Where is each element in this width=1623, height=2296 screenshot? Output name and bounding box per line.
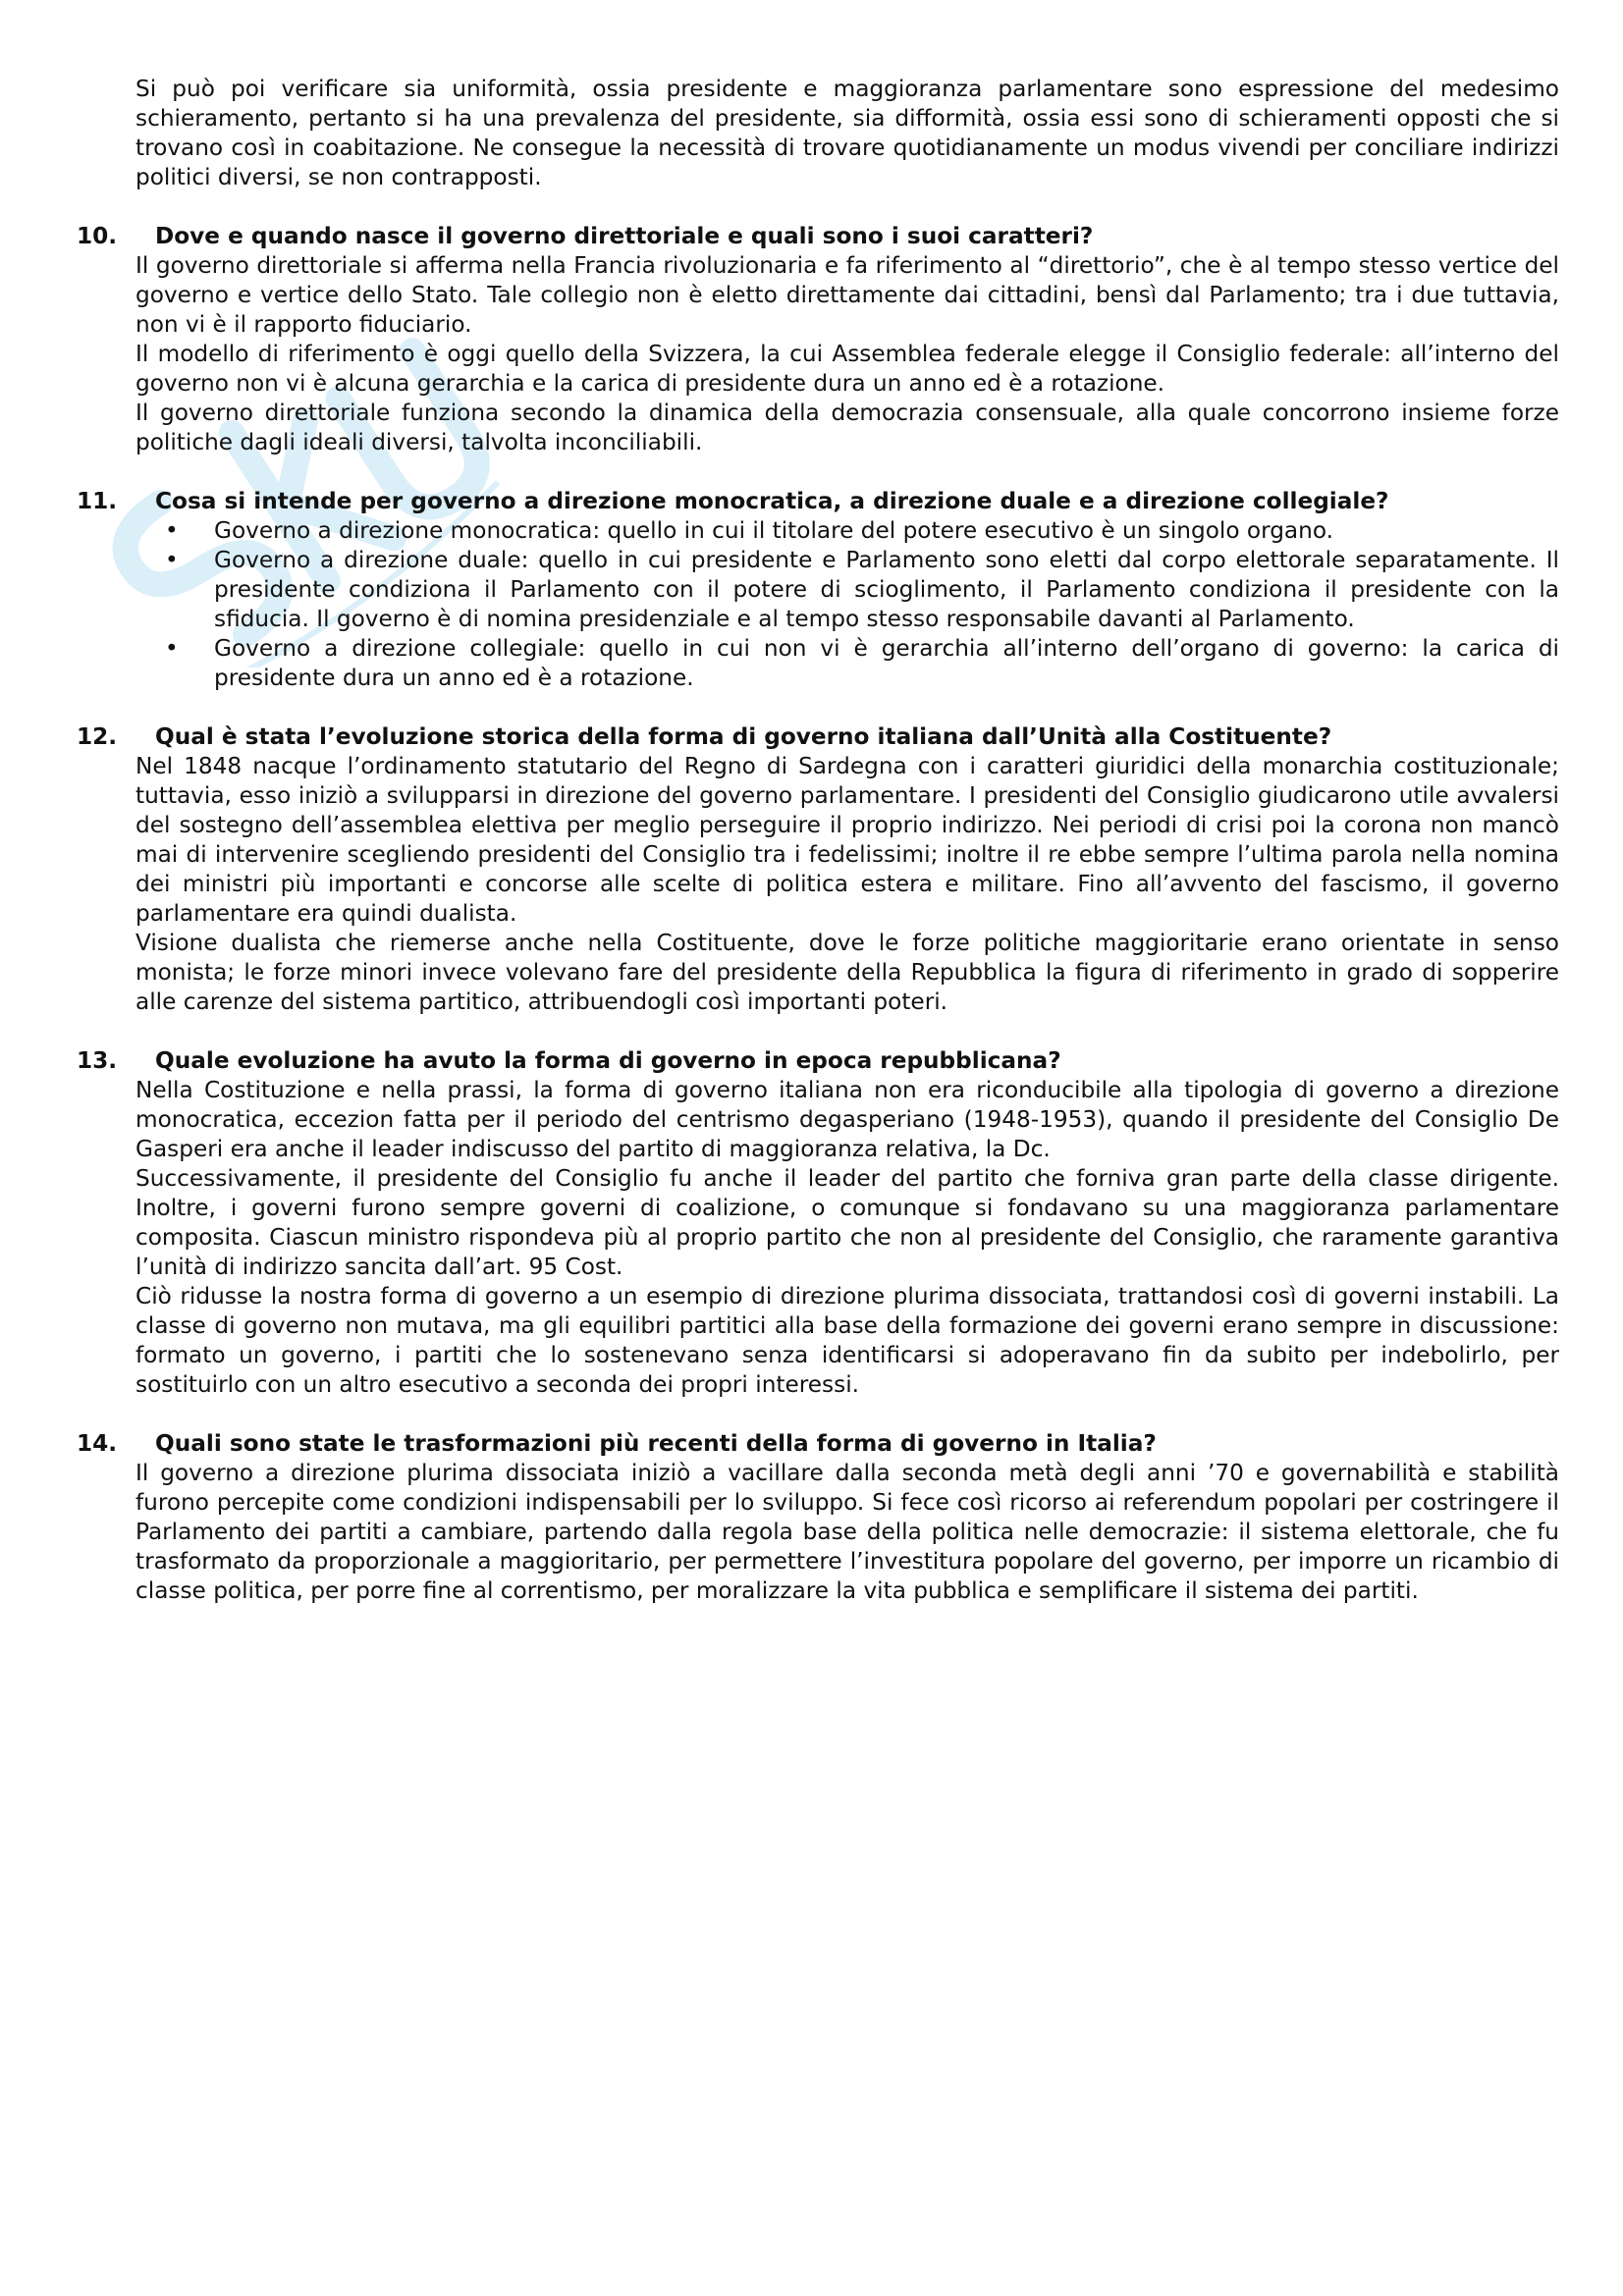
question-heading: [77, 1046, 1559, 1076]
question-text: Qual è stata l’evoluzione storica della forma di governo italiana dall’Unità alla Costituente?: [155, 723, 1332, 750]
section-12: [77, 722, 1559, 1017]
question-heading: [77, 487, 1559, 516]
question-heading: [77, 722, 1559, 752]
answer-paragraph: Il governo a direzione plurima dissociata iniziò a vacillare dalla seconda metà degli anni ’70 e governabilità e stabilità furono percepite come condizioni indispensabili per lo sviluppo. Si fece così ricorso ai referendum popolari per costringere il Parlamento dei partiti a cambiare, partendo dalla regola base della politica nelle democrazie: il sistema elettorale, che fu trasformato da proporzionale a maggioritario, per permettere l’investitura popolare del governo, per imporre un ricambio di classe politica, per porre fine al correntismo, per moralizzare la vita pubblica e semplificare il sistema dei partiti.: [135, 1460, 1559, 1604]
answer-paragraph: Il modello di riferimento è oggi quello della Svizzera, la cui Assemblea federale elegge il Consiglio federale: all’interno del governo non vi è alcuna gerarchia e la carica di presidente dura un anno ed è a rotazione.: [135, 341, 1559, 397]
bullet-list: [77, 516, 1559, 693]
list-item: [165, 634, 1559, 693]
answer-paragraph: Nel 1848 nacque l’ordinamento statutario del Regno di Sardegna con i caratteri giuridici della monarchia costituzionale; tuttavia, esso iniziò a svilupparsi in direzione del governo parlamentare. I presidenti del Consiglio giudicarono utile avvalersi del sostegno dell’assemblea elettiva per meglio perseguire il proprio indirizzo. Nei periodi di crisi poi la corona non mancò mai di intervenire scegliendo presidenti del Consiglio tra i fedelissimi; inoltre il re ebbe sempre l’ultima parola nella nomina dei ministri più importanti e concorse alle scelte di politica estera e militare. Fino all’avvento del fascismo, il governo parlamentare era quindi dualista.: [135, 753, 1559, 927]
question-number: 13.: [77, 1047, 118, 1074]
question-heading: [77, 1429, 1559, 1459]
section-11: [77, 487, 1559, 693]
list-item: [165, 546, 1559, 634]
document-page: [77, 75, 1559, 1606]
section-10: [77, 222, 1559, 457]
bullet-icon: •: [165, 517, 179, 544]
question-text: Cosa si intende per governo a direzione monocratica, a direzione duale e a direzione collegiale?: [155, 488, 1389, 514]
question-text: Quale evoluzione ha avuto la forma di governo in epoca repubblicana?: [155, 1047, 1061, 1074]
section-13: [77, 1046, 1559, 1400]
answer-paragraph: Il governo direttoriale si afferma nella Francia rivoluzionaria e fa riferimento al “direttorio”, che è al tempo stesso vertice del governo e vertice dello Stato. Tale collegio non è eletto direttamente dai cittadini, bensì dal Parlamento; tra i due tuttavia, non vi è il rapporto fiduciario.: [135, 252, 1559, 338]
question-number: 12.: [77, 723, 118, 750]
intro-section: [77, 75, 1559, 192]
question-number: 11.: [77, 488, 118, 514]
answer-paragraph: Nella Costituzione e nella prassi, la forma di governo italiana non era riconducibile alla tipologia di governo a direzione monocratica, eccezion fatta per il periodo del centrismo degasperiano (1948-1953), quando il presidente del Consiglio De Gasperi era anche il leader indiscusso del partito di maggioranza relativa, la Dc.: [135, 1077, 1559, 1162]
bullet-icon: •: [165, 547, 179, 573]
intro-paragraph: Si può poi verificare sia uniformità, ossia presidente e maggioranza parlamentare sono espressione del medesimo schieramento, pertanto si ha una prevalenza del presidente, sia difformità, ossia essi sono di schieramenti opposti che si trovano così in coabitazione. Ne consegue la necessità di trovare quotidianamente un modus vivendi per conciliare indirizzi politici diversi, se non contrapposti.: [135, 76, 1559, 190]
question-number: 10.: [77, 223, 118, 249]
question-text: Quali sono state le trasformazioni più recenti della forma di governo in Italia?: [155, 1430, 1157, 1457]
list-item-text: Governo a direzione monocratica: quello in cui il titolare del potere esecutivo è un singolo organo.: [214, 517, 1333, 544]
answer-paragraph: Il governo direttoriale funziona secondo la dinamica della democrazia consensuale, alla quale concorrono insieme forze politiche dagli ideali diversi, talvolta inconciliabili.: [135, 400, 1559, 455]
bullet-icon: •: [165, 635, 179, 662]
list-item-text: Governo a direzione collegiale: quello in cui non vi è gerarchia all’interno dell’organo di governo: la carica di presidente dura un anno ed è a rotazione.: [214, 635, 1559, 691]
question-text: Dove e quando nasce il governo direttoriale e quali sono i suoi caratteri?: [155, 223, 1094, 249]
question-number: 14.: [77, 1430, 118, 1457]
question-heading: [77, 222, 1559, 251]
answer-paragraph: Successivamente, il presidente del Consiglio fu anche il leader del partito che forniva gran parte della classe dirigente. Inoltre, i governi furono sempre governi di coalizione, o comunque si fondavano su una maggioranza parlamentare composita. Ciascun ministro rispondeva più al proprio partito che non al presidente del Consiglio, che raramente garantiva l’unità di indirizzo sancita dall’art. 95 Cost.: [135, 1165, 1559, 1280]
list-item-text: Governo a direzione duale: quello in cui presidente e Parlamento sono eletti dal corpo elettorale separatamente. Il presidente condiziona il Parlamento con il potere di scioglimento, il Parlamento condiziona il presidente con la sfiducia. Il governo è di nomina presidenziale e al tempo stesso responsabile davanti al Parlamento.: [214, 547, 1559, 632]
answer-paragraph: Ciò ridusse la nostra forma di governo a un esempio di direzione plurima dissociata, trattandosi così di governi instabili. La classe di governo non mutava, ma gli equilibri partitici alla base della formazione dei governi erano sempre in discussione: formato un governo, i partiti che lo sostenevano senza identificarsi si adoperavano fin da subito per indebolirlo, per sostituirlo con un altro esecutivo a seconda dei propri interessi.: [135, 1283, 1559, 1398]
answer-paragraph: Visione dualista che riemerse anche nella Costituente, dove le forze politiche maggioritarie erano orientate in senso monista; le forze minori invece volevano fare del presidente della Repubblica la figura di riferimento in grado di sopperire alle carenze del sistema partitico, attribuendogli così importanti poteri.: [135, 930, 1559, 1015]
section-14: [77, 1429, 1559, 1606]
list-item: [165, 516, 1559, 546]
